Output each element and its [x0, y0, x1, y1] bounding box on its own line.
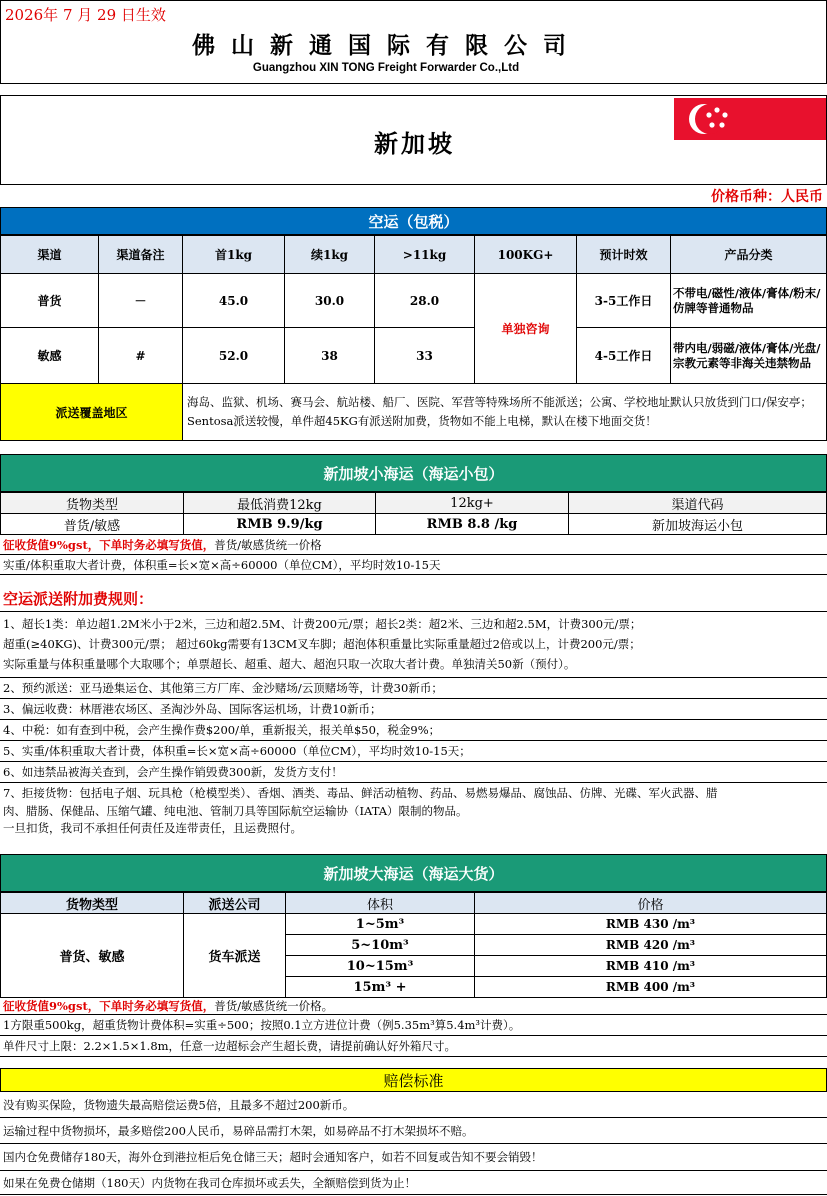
cell-over: RMB 8.8 /kg	[376, 514, 569, 535]
delivery-label: 派送覆盖地区	[1, 384, 183, 441]
gst-black-text: 普货/敏感货统一价格	[214, 537, 322, 552]
row-over11: 28.0	[375, 274, 475, 328]
country-block	[0, 95, 827, 185]
compensation-line: 运输过程中货物损坏，最多赔偿200人民币，易碎品需打木架，如易碎品不打木架损坏不赔。	[0, 1118, 827, 1144]
big-sea-gst-note	[0, 997, 827, 1015]
col-category: 产品分类	[671, 236, 827, 274]
row-note: －	[99, 274, 183, 328]
col-min: 最低消费12kg	[184, 493, 376, 514]
col-cont-kg: 续1kg	[285, 236, 375, 274]
surcharge-line: 6、如违禁品被海关查到，会产生操作销毁费300新，发货方支付！	[0, 762, 827, 783]
col-100kg: 100KG+	[475, 236, 577, 274]
surcharge-line: 7、拒接货物：包括电子烟、玩具枪（枪模型类）、香烟、酒类、毒品、鲜活动植物、药品、易燃易爆品、腐蚀品、仿牌、光碟、军火武器、腊	[3, 786, 718, 800]
big-sea-size-note: 单件尺寸上限：2.2×1.5×1.8m，任意一边超标会产生超长费，请提前确认好外箱尺寸。	[0, 1036, 827, 1057]
row-cont: 30.0	[285, 274, 375, 328]
price-cell: RMB 400 /m³	[475, 977, 827, 998]
col-cargo-type: 货物类型	[1, 893, 184, 914]
gst-red-text: 征收货值9%gst，下单时务必填写货值，	[3, 537, 215, 552]
air-section-title: 空运（包税）	[0, 207, 827, 235]
surcharge-title: 空运派送附加费规则：	[3, 590, 154, 608]
small-sea-title: 新加坡小海运（海运小包）	[0, 454, 827, 492]
compensation-line: 国内仓免费储存180天，海外仓到港拉柜后免仓储三天；超时会通知客户，如若不回复或告知不要会销毁！	[0, 1144, 827, 1171]
cargo-cell: 普货、敏感	[1, 914, 184, 998]
table-row	[1, 914, 827, 935]
compensation-line: 没有购买保险，货物遗失最高赔偿运费5倍，且最多不超过200新币。	[0, 1092, 827, 1118]
company-name-en: Guangzhou XIN TONG Freight Forwarder Co.,Ltd	[252, 62, 520, 74]
row-channel: 普货	[1, 274, 99, 328]
table-row	[1, 328, 827, 384]
surcharge-line: 3、偏远收费：林厝港农场区、圣淘沙外岛、国际客运机场，计费10新币；	[0, 699, 827, 720]
price-cell: RMB 420 /m³	[475, 935, 827, 956]
col-over: 12kg+	[376, 493, 569, 514]
big-sea-weight-note: 1方限重500kg，超重货物计费体积=实重÷500；按照0.1立方进位计费（例5.35m³算5.4m³计费）。	[0, 1015, 827, 1036]
company-cell: 货车派送	[184, 914, 286, 998]
small-sea-table	[0, 492, 827, 535]
row-category: 不带电/磁性/液体/膏体/粉末/仿牌等普通物品	[671, 274, 827, 328]
table-row	[1, 274, 827, 328]
compensation-line: 如果在免费仓储期（180天）内货物在我司仓库损坏或丢失，全额赔偿到货为止！	[0, 1171, 827, 1195]
effective-date: 2026年 7 月 29 日生效	[5, 6, 166, 24]
col-over11: >11kg	[375, 236, 475, 274]
col-company: 派送公司	[184, 893, 286, 914]
gst-red-text: 征收货值9%gst，下单时务必填写货值，	[3, 998, 215, 1013]
small-sea-gst-note	[0, 535, 827, 555]
row-category: 带内电/弱磁/液体/膏体/光盘/宗教元素等非海关违禁物品	[671, 328, 827, 384]
volume-cell: 15m³ +	[286, 977, 475, 998]
surcharge-group-1	[0, 611, 827, 678]
gst-black-text: 普货/敏感货统一价格。	[214, 998, 334, 1013]
row-days: 4-5工作日	[577, 328, 671, 384]
delivery-text: 海岛、监狱、机场、赛马会、航站楼、船厂、医院、军营等特殊场所不能派送；公寓、学校地址默认只放货到门口/保安亭；Sentosa派送较慢，单件超45KG有派送附加费，货物如不能上电梯，默认在楼下地面交货！	[183, 384, 827, 441]
row-over11: 33	[375, 328, 475, 384]
col-days: 预计时效	[577, 236, 671, 274]
surcharge-line: 1、超长1类：单边超1.2M米小于2米，三边和超2.5M、计费200元/票；超长2类：超2米、三边和超2.5M，计费300元/票；	[3, 617, 642, 631]
small-sea-volume-note: 实重/体积重取大者计费，体积重=长×宽×高÷60000（单位CM），平均时效10-15天	[0, 555, 827, 575]
singapore-flag-icon	[674, 98, 826, 182]
volume-cell: 5~10m³	[286, 935, 475, 956]
col-channel: 渠道	[1, 236, 99, 274]
surcharge-line: 实际重量与体积重量哪个大取哪个；单票超长、超重、超大、超泡只取一次取大者计费。单独清关50新（预付）。	[3, 657, 576, 671]
surcharge-line: 一旦扣货，我司不承担任何责任及连带责任，且运费照付。	[3, 821, 302, 835]
header-block	[0, 0, 827, 84]
currency-note: 价格币种：人民币	[711, 189, 823, 205]
country-title: 新加坡	[374, 129, 455, 158]
price-cell: RMB 430 /m³	[475, 914, 827, 935]
volume-cell: 1~5m³	[286, 914, 475, 935]
row-first: 45.0	[183, 274, 285, 328]
cell-code: 新加坡海运小包	[569, 514, 827, 535]
col-note: 渠道备注	[99, 236, 183, 274]
surcharge-line: 5、实重/体积重取大者计费，体积重=长×宽×高÷60000（单位CM），平均时效10-15天；	[0, 741, 827, 762]
compensation-title: 赔偿标准	[0, 1068, 827, 1092]
surcharge-line: 超重(≥40KG)、计费300元/票； 超过60kg需要有13CM叉车脚；超泡体积重量比实际重量超过2倍或以上，计费200元/票；	[3, 637, 641, 651]
inquiry-cell: 单独咨询	[475, 274, 577, 384]
row-first: 52.0	[183, 328, 285, 384]
company-name-cn: 佛 山 新 通 国 际 有 限 公 司	[191, 33, 571, 59]
surcharge-line: 4、中税：如有查到中税，会产生操作费$200/单，重新报关，报关单$50，税金9%；	[0, 720, 827, 741]
volume-cell: 10~15m³	[286, 956, 475, 977]
row-channel: 敏感	[1, 328, 99, 384]
col-code: 渠道代码	[569, 493, 827, 514]
surcharge-line: 2、预约派送：亚马逊集运仓、其他第三方厂库、金沙赌场/云顶赌场等，计费30新币；	[0, 678, 827, 699]
row-cont: 38	[285, 328, 375, 384]
surcharge-line: 肉、腊肠、保健品、压缩气罐、纯电池、管制刀具等国际航空运输协（IATA）限制的物品。	[3, 803, 468, 818]
col-first-kg: 首1kg	[183, 236, 285, 274]
big-sea-title: 新加坡大海运（海运大货）	[0, 854, 827, 892]
big-sea-table	[0, 892, 827, 998]
col-price: 价格	[475, 893, 827, 914]
cell-type: 普货/敏感	[1, 514, 184, 535]
price-cell: RMB 410 /m³	[475, 956, 827, 977]
cell-min: RMB 9.9/kg	[184, 514, 376, 535]
col-volume: 体积	[286, 893, 475, 914]
air-table	[0, 235, 827, 441]
surcharge-group-7	[0, 783, 827, 839]
row-days: 3-5工作日	[577, 274, 671, 328]
table-row	[1, 514, 827, 535]
col-cargo-type: 货物类型	[1, 493, 184, 514]
row-note: #	[99, 328, 183, 384]
